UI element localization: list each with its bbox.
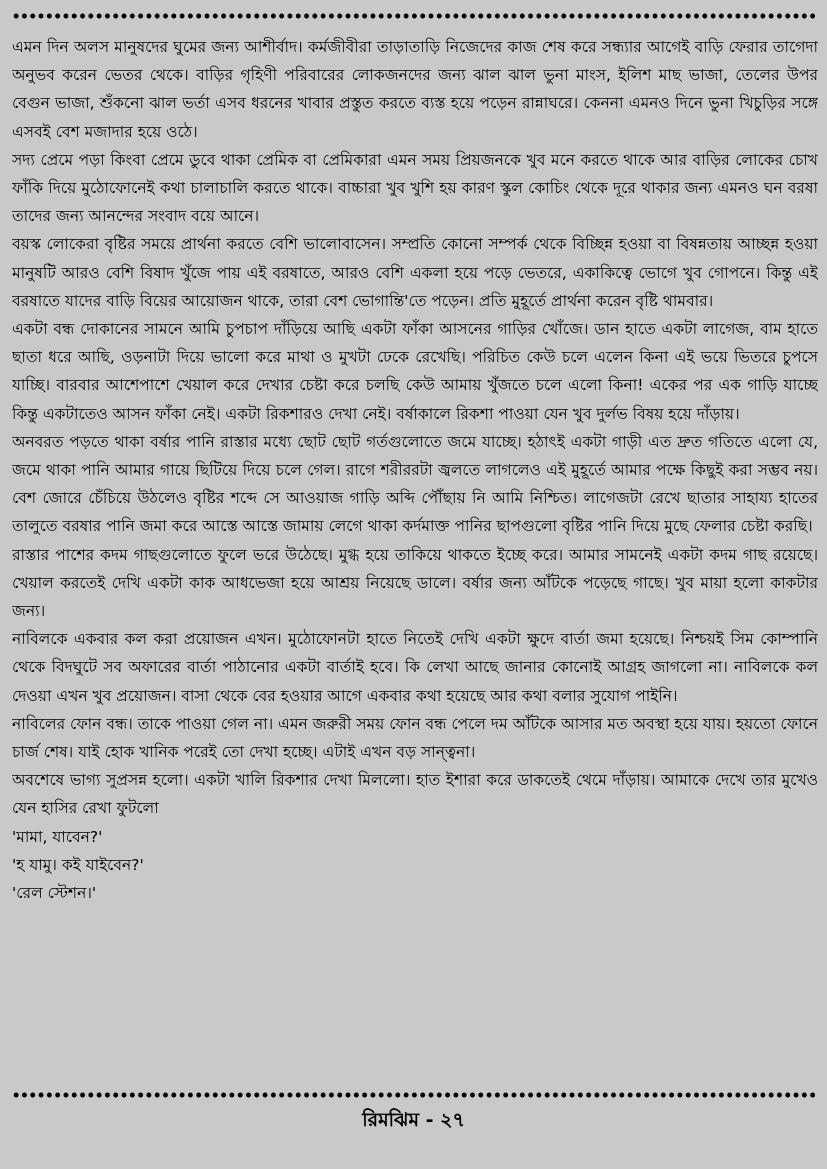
paragraph: রাস্তার পাশের কদম গাছগুলোতে ফুলে ভরে উঠেছে। মুগ্ধ হয়ে তাকিয়ে থাকতে ইচ্ছে করে। আমার সামনেই একটা কদম গাছ রয়েছে। খেয়াল করতেই দেখি একটা কাক আধভেজা হয়ে আশ্রয় নিয়েছে ডালে। বর্ষার জন্য আঁটকে পড়েছে গাছে। খুব মায়া হলো কাকটার জন্য। — [12, 545, 818, 621]
paragraph: অবশেষে ভাগ্য সুপ্রসন্ন হলো। একটা খালি রিকশার দেখা মিললো। হাত ইশারা করে ডাকতেই থেমে দাঁড়ায়। আমাকে দেখে তার মুখেও যেন হাসির রেখা ফুটলো — [12, 771, 818, 818]
bottom-dotted-divider — [12, 1091, 815, 1099]
paragraph: অনবরত পড়তে থাকা বর্ষার পানি রাস্তার মধ্যে ছোট ছোট গর্তগুলোতে জমে যাচ্ছে। হঠাৎই একটা গাড়ী এত দ্রুত গতিতে এলো যে, জমে থাকা পানি আমার গায়ে ছিটিয়ে দিয়ে চলে গেল। রাগে শরীররটা জ্বলতে লাগলেও এই মুহূর্তে আমার পক্ষে কিছুই করা সম্ভব নয়। বেশ জোরে চেঁচিয়ে উঠলেও বৃষ্টির শব্দে সে আওয়াজ গাড়ি অব্দি পৌঁছায় নি আমি নিশ্চিত। লাগেজটা রেখে ছাতার সাহায্য হাতের তালুতে বরষার পানি জমা করে আস্তে আস্তে জামায় লেগে থাকা কর্দমাক্ত পানির ছাপগুলো বৃষ্টির পানি দিয়ে মুছে ফেলার চেষ্টা করছি। — [12, 432, 818, 536]
paragraph: নাবিলের ফোন বন্ধ। তাকে পাওয়া গেল না। এমন জরুরী সময় ফোন বন্ধ পেলে দম আঁটকে আসার মত অবস্থা হয়ে যায়। হয়তো ফোনে চার্জ শেষ। যাই হোক খানিক পরেই তো দেখা হচ্ছে। এটাই এখন বড় সান্ত্বনা। — [12, 714, 818, 762]
page-footer-label: রিমঝিম - ২৭ — [362, 1109, 465, 1131]
dialogue-line: 'হ যামু। কই যাইবেন?' — [12, 855, 144, 874]
paragraph: একটা বন্ধ দোকানের সামনে আমি চুপচাপ দাঁড়িয়ে আছি একটা ফাঁকা আসনের গাড়ির খোঁজে। ডান হাতে একটা লাগেজ, বাম হাতে ছাতা ধরে আছি, ওড়নাটা দিয়ে ভালো করে মাথা ও মুখটা ঢেকে রেখেছি। পরিচিত কেউ চলে এলেন কিনা এই ভয়ে ভিতরে চুপসে যাচ্ছি। বারবার আশেপাশে খেয়াল করে দেখার চেষ্টা করে চলছি কেউ আমায় খুঁজতে চলে এলো কিনা! একের পর এক গাড়ি যাচ্ছে কিন্তু একটাতেও আসন ফাঁকা নেই। একটা রিকশারও দেখা নেই। বর্ষাকালে রিকশা পাওয়া যেন খুব দুর্লভ বিষয় হয়ে দাঁড়ায়। — [12, 320, 818, 423]
paragraph: নাবিলকে একবার কল করা প্রয়োজন এখন। মুঠোফোনটা হাতে নিতেই দেখি একটা ক্ষুদে বার্তা জমা হয়েছে। নিশ্চয়ই সিম কোম্পানি থেকে বিদঘুটে সব অফারের বার্তা পাঠানোর একটা বার্তাই হবে। কি লেখা আছে জানার কোনোই আগ্রহ জাগলো না। নাবিলকে কল দেওয়া এখন খুব প্রয়োজন। বাসা থেকে বের হওয়ার আগে একবার কথা হয়েছে আর কথা বলার সুযোগ পাইনি। — [12, 630, 818, 705]
top-dotted-divider — [12, 12, 815, 20]
paragraph: সদ্য প্রেমে পড়া কিংবা প্রেমে ডুবে থাকা প্রেমিক বা প্রেমিকারা এমন সময় প্রিয়জনকে খুব মনে করতে থাকে আর বাড়ির লোকের চোখ ফাঁকি দিয়ে মুঠোফোনেই কথা চালাচালি করতে থাকে। বাচ্চারা খুব খুশি হয় কারণ স্কুল কোচিং থেকে দূরে থাকার জন্য এমনও ঘন বরষা তাদের জন্য আনন্দের সংবাদ বয়ে আনে। — [12, 150, 818, 226]
dialogue-line: 'রেল স্টেশন।' — [12, 884, 97, 903]
article-body — [12, 33, 818, 1088]
dialogue-line: 'মামা, যাবেন?' — [12, 827, 103, 846]
paragraph: এমন দিন অলস মানুষদের ঘুমের জন্য আশীর্বাদ। কর্মজীবীরা তাড়াতাড়ি নিজেদের কাজ শেষ করে সন্ধ্যার আগেই বাড়ি ফেরার তাগেদা অনুভব করেন ভেতর থেকে। বাড়ির গৃহিণী পরিবারের লোকজনদের জন্য ঝাল ঝাল ভুনা মাংস, ইলিশ মাছ ভাজা, তেলের উপর বেগুন ভাজা, শুঁকনো ঝাল ভর্তা এসব ধরনের খাবার প্রস্তুত করতে ব্যস্ত হয়ে পড়েন রান্নাঘরে। কেননা এমনও দিনে ভুনা খিচুড়ির সঙ্গে এসবই বেশ মজাদার হয়ে ওঠে। — [12, 38, 818, 141]
paragraph: বয়স্ক লোকেরা বৃষ্টির সময়ে প্রার্থনা করতে বেশি ভালোবাসেন। সম্প্রতি কোনো সম্পর্ক থেকে বিচ্ছিন্ন হওয়া বা বিষন্নতায় আচ্ছন্ন হওয়া মানুষটি আরও বেশি বিষাদ খুঁজে পায় এই বরষাতে, আরও বেশি একলা হয়ে পড়ে ভেতরে, একাকিত্বে ভোগে খুব গোপনে। কিন্তু এই বরষাতে যাদের বাড়ি বিয়ের আয়োজন থাকে, তারা বেশ ভোগান্তি'তে পড়েন। প্রতি মুহূর্তে প্রার্থনা করেন বৃষ্টি থামবার। — [12, 235, 818, 310]
